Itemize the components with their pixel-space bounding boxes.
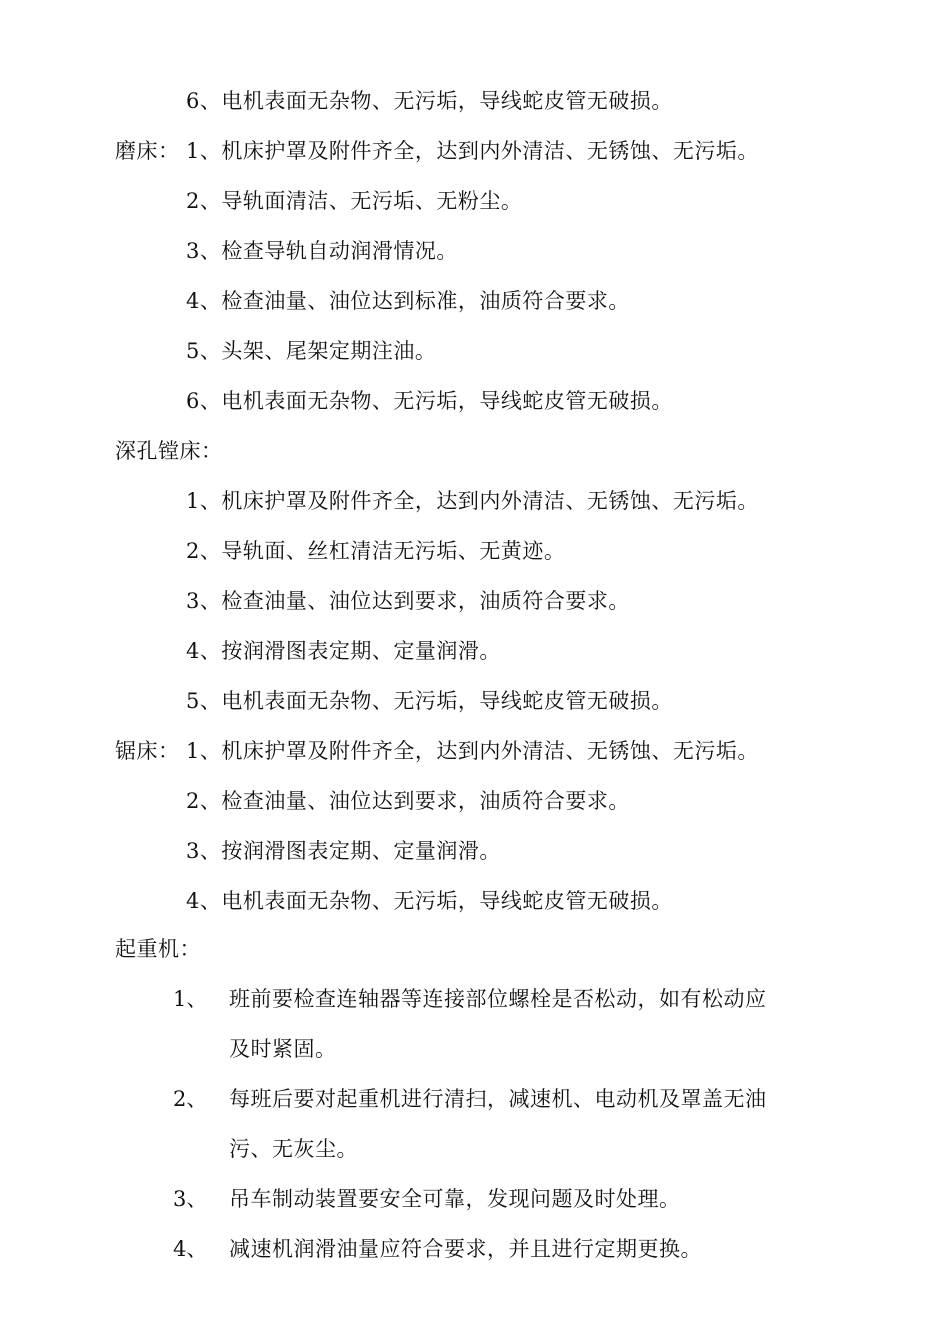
list-item: 5、头架、尾架定期注油。 — [186, 339, 437, 363]
section-heading-grinder: 磨床： — [115, 139, 180, 163]
list-item: 1、机床护罩及附件齐全，达到内外清洁、无锈蚀、无污垢。 — [186, 739, 759, 763]
list-item-number: 4、 — [173, 1237, 208, 1261]
list-item-continuation: 及时紧固。 — [229, 1037, 337, 1061]
list-item: 4、按润滑图表定期、定量润滑。 — [186, 639, 501, 663]
list-item: 3、检查油量、油位达到要求，油质符合要求。 — [186, 589, 630, 613]
list-item-number: 1、 — [173, 987, 208, 1011]
list-item: 4、检查油量、油位达到标准，油质符合要求。 — [186, 289, 630, 313]
section-heading-crane: 起重机： — [115, 937, 201, 961]
list-item-number: 2、 — [173, 1087, 208, 1111]
list-item: 5、电机表面无杂物、无污垢，导线蛇皮管无破损。 — [186, 689, 673, 713]
list-item-continuation: 污、无灰尘。 — [229, 1137, 358, 1161]
list-item: 2、检查油量、油位达到要求，油质符合要求。 — [186, 789, 630, 813]
list-item: 吊车制动装置要安全可靠，发现问题及时处理。 — [229, 1187, 681, 1211]
list-item: 4、电机表面无杂物、无污垢，导线蛇皮管无破损。 — [186, 889, 673, 913]
list-item: 减速机润滑油量应符合要求，并且进行定期更换。 — [229, 1237, 702, 1261]
list-item: 每班后要对起重机进行清扫，减速机、电动机及罩盖无油 — [229, 1087, 767, 1111]
section-heading-saw: 锯床： — [115, 739, 180, 763]
section-heading-deep-hole-boring: 深孔镗床： — [115, 439, 223, 463]
list-item-number: 3、 — [173, 1187, 208, 1211]
list-item: 6、电机表面无杂物、无污垢，导线蛇皮管无破损。 — [186, 389, 673, 413]
list-item: 2、导轨面、丝杠清洁无污垢、无黄迹。 — [186, 539, 566, 563]
list-item: 3、按润滑图表定期、定量润滑。 — [186, 839, 501, 863]
list-item: 班前要检查连轴器等连接部位螺栓是否松动，如有松动应 — [229, 987, 767, 1011]
list-item: 1、机床护罩及附件齐全，达到内外清洁、无锈蚀、无污垢。 — [186, 489, 759, 513]
list-item: 6、电机表面无杂物、无污垢，导线蛇皮管无破损。 — [186, 89, 673, 113]
list-item: 3、检查导轨自动润滑情况。 — [186, 239, 458, 263]
list-item: 2、导轨面清洁、无污垢、无粉尘。 — [186, 189, 523, 213]
list-item: 1、机床护罩及附件齐全，达到内外清洁、无锈蚀、无污垢。 — [186, 139, 759, 163]
